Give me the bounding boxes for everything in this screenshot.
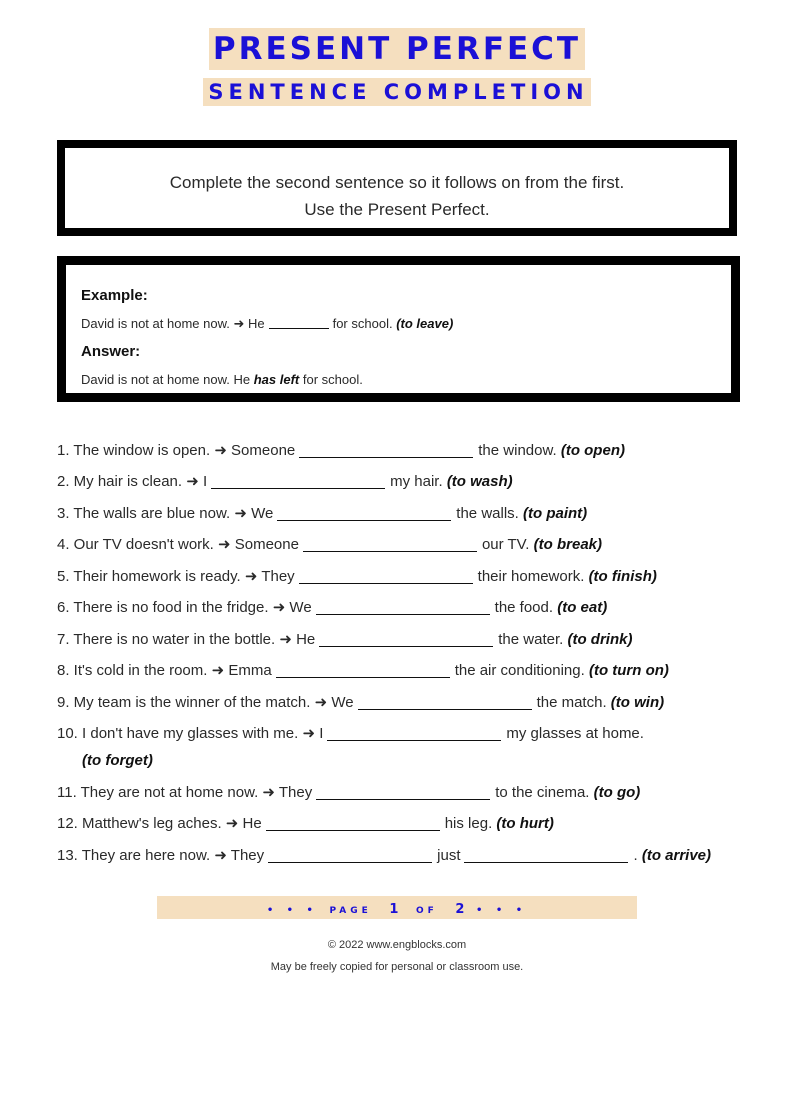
question-11 bbox=[57, 784, 640, 802]
question-9 bbox=[57, 694, 664, 712]
answer-label: Answer: bbox=[81, 343, 141, 360]
copyright-text: © 2022 www.engblocks.com bbox=[327, 939, 467, 951]
answer-blank[interactable] bbox=[327, 726, 501, 741]
answer-blank[interactable] bbox=[266, 816, 440, 831]
verb-hint: (to drink) bbox=[567, 631, 633, 648]
question-continuation: . bbox=[633, 847, 638, 864]
question-8 bbox=[57, 662, 669, 680]
question-prompt: 9. My team is the winner of the match. ➜ We bbox=[57, 694, 354, 711]
question-prompt: 7. There is no water in the bottle. ➜ He bbox=[57, 631, 316, 648]
verb-hint: (to go) bbox=[593, 784, 641, 801]
page-indicator-bar bbox=[157, 896, 637, 919]
question-middle: just bbox=[437, 847, 461, 864]
question-continuation: the walls. bbox=[456, 505, 519, 522]
question-continuation: his leg. bbox=[444, 815, 493, 832]
license-text: May be freely copied for personal or classroom use. bbox=[270, 961, 524, 973]
question-10 bbox=[57, 725, 644, 743]
question-continuation: the air conditioning. bbox=[454, 662, 585, 679]
answer-blank[interactable] bbox=[303, 537, 477, 552]
answer-blank[interactable] bbox=[276, 663, 450, 678]
example-after: for school. bbox=[332, 316, 393, 331]
question-continuation: the water. bbox=[498, 631, 564, 648]
decorative-dots-right: • • • bbox=[476, 905, 528, 916]
question-prompt: 6. There is no food in the fridge. ➜ We bbox=[57, 599, 312, 616]
title-wrapper bbox=[0, 28, 794, 70]
question-prompt: 8. It's cold in the room. ➜ Emma bbox=[57, 662, 272, 679]
question-continuation: the match. bbox=[536, 694, 607, 711]
answer-blank[interactable] bbox=[316, 785, 490, 800]
question-continuation: the window. bbox=[478, 442, 557, 459]
verb-hint: (to turn on) bbox=[588, 662, 669, 679]
answer-blank[interactable] bbox=[319, 632, 493, 647]
verb-hint: (to eat) bbox=[557, 599, 608, 616]
question-prompt: 11. They are not at home now. ➜ They bbox=[57, 784, 313, 801]
worksheet-title: PRESENT PERFECT bbox=[209, 28, 585, 70]
example-blank bbox=[269, 328, 329, 329]
verb-hint: (to win) bbox=[610, 694, 665, 711]
question-7 bbox=[57, 631, 632, 649]
verb-hint: (to wash) bbox=[446, 473, 513, 490]
verb-hint: (to break) bbox=[533, 536, 602, 553]
question-continuation: our TV. bbox=[481, 536, 530, 553]
verb-hint: (to open) bbox=[560, 442, 625, 459]
question-13 bbox=[57, 847, 711, 865]
answer-bold: has left bbox=[253, 372, 300, 387]
answer-blank[interactable] bbox=[299, 443, 473, 458]
question-prompt: 13. They are here now. ➜ They bbox=[57, 847, 265, 864]
question-prompt: 5. Their homework is ready. ➜ They bbox=[57, 568, 295, 585]
answer-blank-1[interactable] bbox=[268, 848, 432, 863]
question-continuation: to the cinema. bbox=[495, 784, 590, 801]
question-3 bbox=[57, 505, 587, 523]
answer-blank[interactable] bbox=[277, 506, 451, 521]
question-prompt: 1. The window is open. ➜ Someone bbox=[57, 442, 296, 459]
verb-hint: (to paint) bbox=[523, 505, 588, 522]
page-current: 1 bbox=[389, 902, 399, 917]
question-prompt: 12. Matthew's leg aches. ➜ He bbox=[57, 815, 262, 832]
instruction-line-1: Complete the second sentence so it follows on from the first. bbox=[169, 173, 625, 192]
question-prompt: 10. I don't have my glasses with me. ➜ I bbox=[57, 725, 324, 742]
answer-blank[interactable] bbox=[299, 569, 473, 584]
question-2 bbox=[57, 473, 513, 491]
example-before: David is not at home now. ➜ He bbox=[81, 316, 265, 331]
subtitle-wrapper bbox=[0, 78, 794, 106]
answer-blank[interactable] bbox=[358, 695, 532, 710]
question-12 bbox=[57, 815, 554, 833]
verb-hint: (to forget) bbox=[82, 752, 153, 769]
worksheet-subtitle: SENTENCE COMPLETION bbox=[203, 78, 590, 106]
answer-sentence bbox=[81, 372, 363, 387]
verb-hint: (to hurt) bbox=[496, 815, 554, 832]
instruction-line-2: Use the Present Perfect. bbox=[304, 200, 490, 219]
answer-blank-2[interactable] bbox=[464, 848, 628, 863]
answer-blank[interactable] bbox=[211, 474, 385, 489]
verb-hint: (to finish) bbox=[588, 568, 657, 585]
example-box bbox=[57, 256, 740, 402]
decorative-dots-left: • • • bbox=[266, 905, 318, 916]
answer-blank[interactable] bbox=[316, 600, 490, 615]
verb-hint: (to arrive) bbox=[641, 847, 712, 864]
answer-after: for school. bbox=[302, 372, 363, 387]
of-word: OF bbox=[416, 906, 438, 916]
example-label: Example: bbox=[81, 287, 148, 304]
question-prompt: 2. My hair is clean. ➜ I bbox=[57, 473, 208, 490]
question-prompt: 3. The walls are blue now. ➜ We bbox=[57, 505, 274, 522]
example-hint: (to leave) bbox=[396, 316, 454, 331]
page-total: 2 bbox=[455, 902, 465, 917]
question-continuation: my glasses at home. bbox=[506, 725, 644, 742]
question-prompt: 4. Our TV doesn't work. ➜ Someone bbox=[57, 536, 299, 553]
question-4 bbox=[57, 536, 602, 554]
answer-before: David is not at home now. He bbox=[81, 372, 251, 387]
question-6 bbox=[57, 599, 607, 617]
question-5 bbox=[57, 568, 657, 586]
example-sentence bbox=[81, 316, 453, 332]
question-continuation: my hair. bbox=[390, 473, 443, 490]
page-word: PAGE bbox=[329, 906, 372, 916]
question-continuation: their homework. bbox=[477, 568, 585, 585]
instructions-box bbox=[57, 140, 737, 236]
question-continuation: the food. bbox=[494, 599, 554, 616]
question-10-hint-line bbox=[82, 752, 153, 770]
question-1 bbox=[57, 442, 625, 460]
